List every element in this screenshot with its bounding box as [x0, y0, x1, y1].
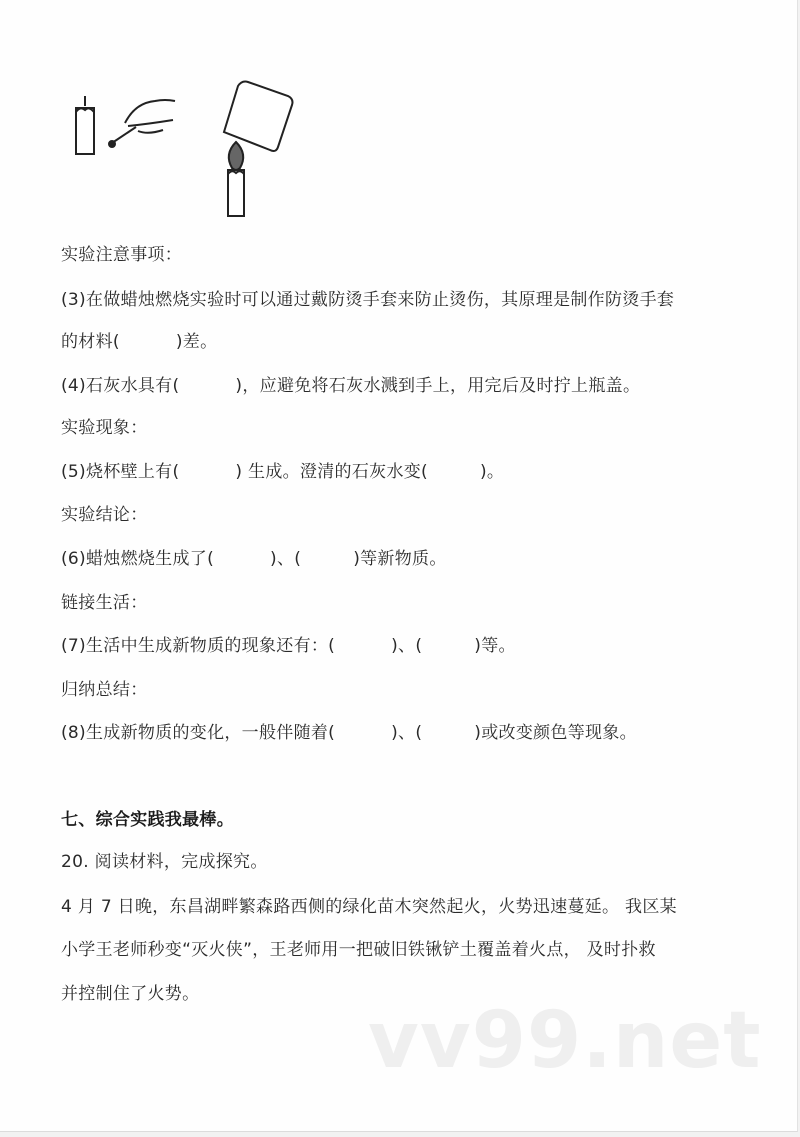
passage-line-3: 并控制住了火势。 — [61, 984, 200, 1004]
text-fragment: )、( — [270, 549, 302, 569]
question-6 — [61, 549, 447, 569]
text-fragment: (4)石灰水具有( — [61, 376, 180, 396]
passage-line-1: 4 月 7 日晚，东昌湖畔繁森路西侧的绿化苗木突然起火，火势迅速蔓延。 我区某 — [61, 897, 677, 917]
question-5 — [61, 462, 504, 482]
notes-heading: 实验注意事项： — [61, 245, 183, 265]
watermark: vv99.net — [368, 996, 762, 1086]
passage-line-2: 小学王老师秒变“灭火侠”，王老师用一把破旧铁锹铲土覆盖着火点， 及时扑救 — [61, 940, 656, 960]
text-fragment: (8)生成新物质的变化，一般伴随着( — [61, 723, 336, 743]
text-fragment: )或改变颜色等现象。 — [474, 723, 637, 743]
question-20: 20. 阅读材料，完成探究。 — [61, 852, 268, 872]
conclusion-heading: 实验结论： — [61, 505, 148, 525]
question-7 — [61, 636, 516, 656]
candle-experiment-illustration — [60, 78, 300, 228]
text-fragment: (5)烧杯壁上有( — [61, 462, 180, 482]
unlit-candle-icon — [76, 96, 94, 154]
candle-experiment-figure — [60, 78, 300, 228]
text-fragment: )等新物质。 — [353, 549, 447, 569]
summary-heading: 归纳总结： — [61, 680, 148, 700]
life-heading: 链接生活： — [61, 593, 148, 613]
text-fragment: )。 — [480, 462, 505, 482]
question-4 — [61, 376, 640, 396]
text-fragment: 的材料( — [61, 332, 120, 352]
text-fragment: )、( — [391, 636, 423, 656]
question-3-line-2 — [61, 332, 217, 352]
beaker-icon — [224, 82, 293, 152]
question-8 — [61, 723, 637, 743]
section-7-title: 七、综合实践我最棒。 — [61, 810, 234, 830]
phenomenon-heading: 实验现象： — [61, 418, 148, 438]
text-fragment: )，应避免将石灰水溅到手上，用完后及时拧上瓶盖。 — [235, 376, 641, 396]
hand-with-match-icon — [109, 100, 175, 147]
text-fragment: (7)生活中生成新物质的现象还有：( — [61, 636, 336, 656]
text-fragment: (6)蜡烛燃烧生成了( — [61, 549, 215, 569]
text-fragment: )等。 — [474, 636, 516, 656]
text-fragment: )、( — [391, 723, 423, 743]
lit-candle-icon — [228, 142, 244, 216]
question-3-line-1: (3)在做蜡烛燃烧实验时可以通过戴防烫手套来防止烫伤，其原理是制作防烫手套 — [61, 290, 675, 310]
text-fragment: ) 生成。澄清的石灰水变( — [235, 462, 428, 482]
text-fragment: )差。 — [175, 332, 218, 352]
